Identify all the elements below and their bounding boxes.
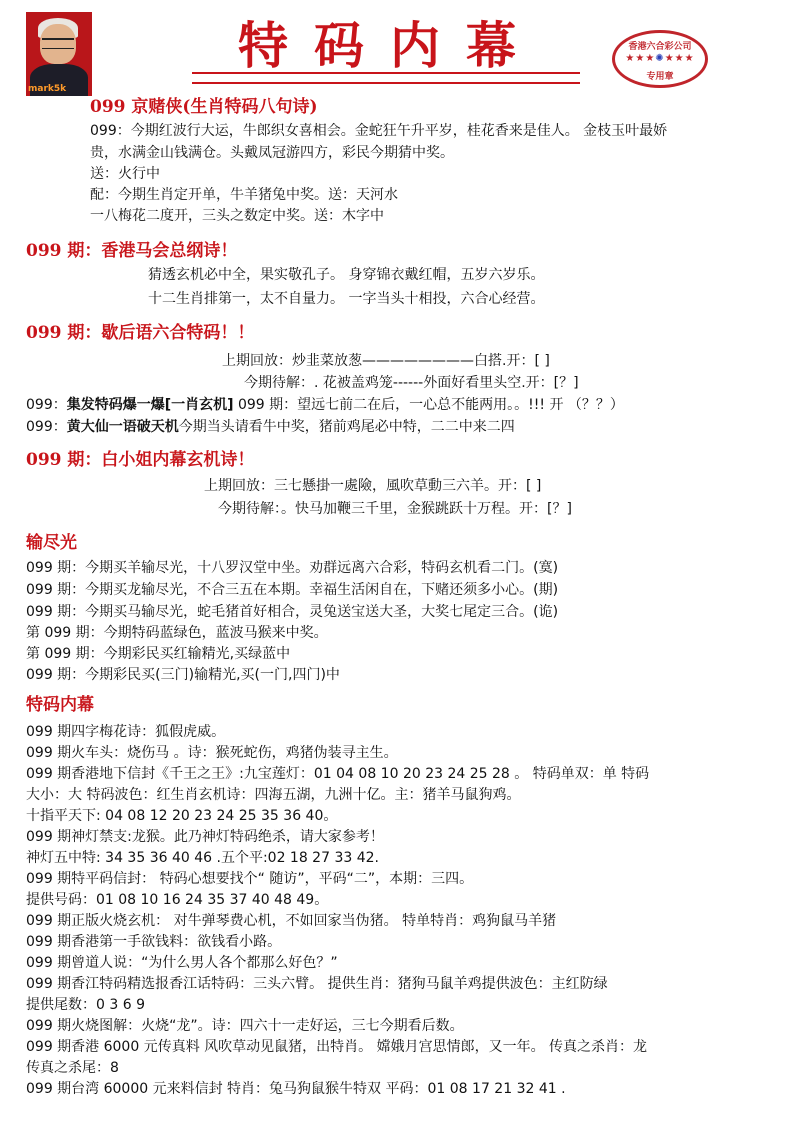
section-title-shujinguang: 输尽光 <box>26 533 77 553</box>
s6-line: 099 期香港第一手欲钱料：欲钱看小路。 <box>26 934 282 950</box>
s3-line3-prefix: 099： <box>26 397 67 413</box>
seal-star-icon: ★ <box>635 53 646 64</box>
s6-line: 099 期香港地下信封《千王之王》:九宝莲灯：01 04 08 10 20 23 24 25 28 。 特码单双：单 特码 <box>26 766 650 782</box>
s3-line3-rest: 099 期：望远七前二在后，一心总不能两用。。!!! 开 （？？） <box>233 397 624 413</box>
s6-line: 099 期火烧图解：火烧“龙”。诗：四六十一走好运，三七今期看后数。 <box>26 1018 464 1034</box>
s6-line: 099 期香港 6000 元传真料 风吹草动见鼠猪，出特肖。 嫦娥月宫思情郎，又一年。 传真之杀肖：龙 <box>26 1039 648 1055</box>
s2-line: 十二生肖排第一，太不自量力。 一字当头十相投，六合心经营。 <box>148 291 545 307</box>
title-underline-2 <box>192 82 580 84</box>
s6-line: 大小：大 特码波色：红生肖玄机诗：四海五湖，九洲十亿。主：猪羊马鼠狗鸡。 <box>26 787 521 803</box>
s1-line: 一八梅花二度开，三头之数定中奖。送：木字中 <box>90 208 384 224</box>
seal-bottom-text: 专用章 <box>646 72 674 82</box>
avatar-tag: mark5k <box>28 84 67 94</box>
s1-line: 配：今期生肖定开单，牛羊猪兔中奖。送：天河水 <box>90 187 398 203</box>
s5-line: 099 期：今期买羊输尽光，十八罗汉堂中坐。劝群远离六合彩，特码玄机看二门。(寞) <box>26 560 559 576</box>
s3-line4-rest: 今期当头请看牛中奖，猪前鸡尾必中特，二二中来二四 <box>178 419 515 435</box>
s3-line-3 <box>26 396 624 414</box>
s5-line: 099 期：今期买马输尽光，蛇毛猪首好相合，灵兔送宝送大圣，大奖七尾定三合。(诡) <box>26 604 559 620</box>
header <box>0 0 795 100</box>
s3-line3-bold: 集发特码爆一爆[一肖玄机] <box>66 397 234 413</box>
s1-line: 099：今期红波行大运，牛郎织女喜相会。金蛇狂午升平岁，桂花香来是佳人。 金枝玉叶最娇 <box>90 123 668 139</box>
section-title-baixiaojie: 099 期：白小姐内幕玄机诗！ <box>26 450 255 470</box>
s2-line: 猜透玄机必中全，果实敬孔子。 身穿锦衣戴红帽，五岁六岁乐。 <box>148 267 545 283</box>
s6-line: 提供号码：01 08 10 16 24 35 37 40 48 49。 <box>26 892 329 908</box>
s5-line: 099 期：今期买龙输尽光，不合三五在本期。幸福生活闲自在，下赌还须多小心。(期) <box>26 582 559 598</box>
s6-line: 099 期四字梅花诗：狐假虎威。 <box>26 724 226 740</box>
seal-emblem-icon: ✺ <box>655 53 665 64</box>
section-title-xiehouyu: 099 期：歇后语六合特码！！ <box>26 323 255 343</box>
s5-line: 第 099 期：今期彩民买红输精光,买绿蓝中 <box>26 646 291 662</box>
title-underline <box>192 72 580 74</box>
s6-line: 099 期神灯禁支:龙猴。此乃神灯特码绝杀，请大家参考！ <box>26 829 384 845</box>
s6-line: 099 期曾道人说：“为什么男人各个都那么好色？” <box>26 955 338 971</box>
seal-top-text: 香港六合彩公司 <box>628 42 692 52</box>
s5-line: 099 期：今期彩民买(三门)输精光,买(一门,四门)中 <box>26 667 340 683</box>
s4-to-solve: 今期待解：。快马加鞭三千里，金猴跳跃十万程。开：[？] <box>218 501 572 517</box>
s3-line4-prefix: 099： <box>26 419 67 435</box>
avatar-glasses <box>42 38 74 49</box>
section-title-temaneimu: 特码内幕 <box>26 695 94 715</box>
s3-last-issue: 上期回放：炒韭菜放葱————————白搭.开：[ ] <box>222 353 550 369</box>
seal-star-icon: ★ <box>684 53 695 64</box>
seal-stars <box>615 53 705 64</box>
s6-line: 传真之杀尾：8 <box>26 1060 119 1076</box>
s6-line: 099 期台湾 60000 元来料信封 特肖：兔马狗鼠猴牛特双 平码：01 08 17 21 32 41 . <box>26 1081 566 1097</box>
s6-line: 099 期正版火烧玄机： 对牛弹琴费心机，不如回家当伪猪。 特单特肖：鸡狗鼠马羊猪 <box>26 913 557 929</box>
s6-line: 十指平天下: 04 08 12 20 23 24 25 35 36 40。 <box>26 808 338 824</box>
s6-line: 提供尾数：0 3 6 9 <box>26 997 145 1013</box>
company-seal <box>612 30 708 88</box>
s3-line4-bold: 黄大仙一语破天机 <box>66 419 179 435</box>
avatar <box>26 12 92 96</box>
s3-to-solve: 今期待解：. 花被盖鸡笼------外面好看里头空.开：[？] <box>244 375 579 391</box>
s3-line-4 <box>26 418 515 436</box>
section-title-zonggangshi: 099 期：香港马会总纲诗！ <box>26 241 238 261</box>
seal-star-icon: ★ <box>664 53 675 64</box>
s6-line: 099 期香江特码精选报香江话特码：三头六臂。 提供生肖：猪狗马鼠羊鸡提供波色：主红防绿 <box>26 976 608 992</box>
section-title-jingduxia: 099 京赌侠(生肖特码八句诗) <box>90 97 318 117</box>
page-title: 特码内幕 <box>238 16 542 75</box>
s5-line: 第 099 期：今期特码蓝绿色，蓝波马猴来中奖。 <box>26 625 328 641</box>
seal-star-icon: ★ <box>645 53 656 64</box>
seal-star-icon: ★ <box>625 53 636 64</box>
s4-last-issue: 上期回放：三七懸掛一處險，風吹草動三六羊。开：[ ] <box>204 478 542 494</box>
s1-line: 送：火行中 <box>90 166 160 182</box>
s6-line: 神灯五中特: 34 35 36 40 46 .五个平:02 18 27 33 42. <box>26 850 379 866</box>
seal-star-icon: ★ <box>674 53 685 64</box>
s6-line: 099 期火车头：烧伤马 。诗：猴死蛇伤，鸡猪伪装寻主生。 <box>26 745 398 761</box>
s6-line: 099 期特平码信封： 特码心想要找个“ 随访”，平码“二”，本期：三四。 <box>26 871 474 887</box>
s1-line: 贵，水满金山钱满仓。头戴凤冠游四方，彩民今期猜中奖。 <box>90 145 454 161</box>
